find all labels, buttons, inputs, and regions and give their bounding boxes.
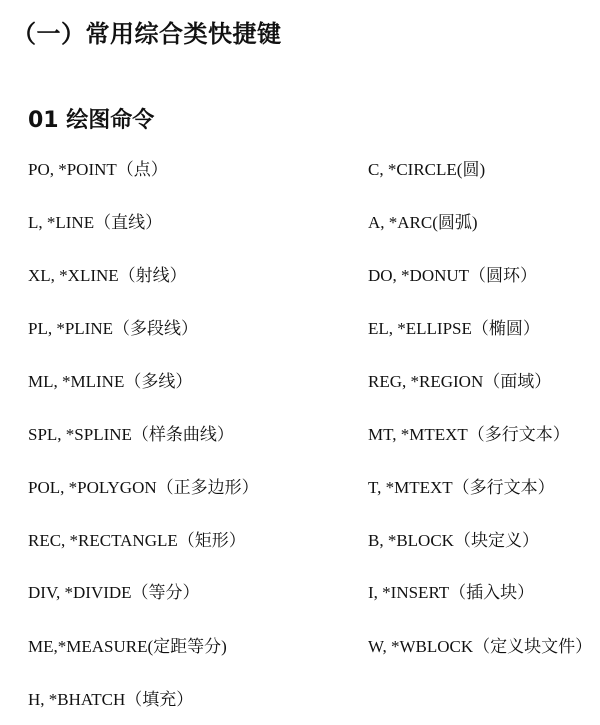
section-title: 01 绘图命令 bbox=[28, 108, 155, 133]
page-title: （一）常用综合类快捷键 bbox=[12, 20, 282, 48]
command-item: REC, *RECTANGLE（矩形） bbox=[28, 531, 246, 550]
command-item: ML, *MLINE（多线） bbox=[28, 372, 193, 391]
command-item: XL, *XLINE（射线） bbox=[28, 266, 187, 285]
command-item: DIV, *DIVIDE（等分） bbox=[28, 583, 200, 602]
command-item: POL, *POLYGON（正多边形） bbox=[28, 478, 259, 497]
command-item: MT, *MTEXT（多行文本） bbox=[368, 425, 570, 444]
command-item: W, *WBLOCK（定义块文件） bbox=[368, 637, 593, 656]
command-item: L, *LINE（直线） bbox=[28, 213, 163, 232]
command-item: PL, *PLINE（多段线） bbox=[28, 319, 198, 338]
command-item: T, *MTEXT（多行文本） bbox=[368, 478, 555, 497]
command-item: SPL, *SPLINE（样条曲线） bbox=[28, 425, 234, 444]
command-item: DO, *DONUT（圆环） bbox=[368, 266, 538, 285]
command-item: H, *BHATCH（填充） bbox=[28, 690, 194, 709]
command-item: PO, *POINT（点） bbox=[28, 160, 168, 179]
command-item: B, *BLOCK（块定义） bbox=[368, 531, 539, 550]
command-item: A, *ARC(圆弧) bbox=[368, 213, 478, 232]
command-item: I, *INSERT（插入块） bbox=[368, 583, 535, 602]
command-item: EL, *ELLIPSE（椭圆） bbox=[368, 319, 540, 338]
command-item: REG, *REGION（面域） bbox=[368, 372, 552, 391]
command-item: C, *CIRCLE(圆) bbox=[368, 160, 486, 179]
command-item: ME,*MEASURE(定距等分) bbox=[28, 637, 227, 656]
